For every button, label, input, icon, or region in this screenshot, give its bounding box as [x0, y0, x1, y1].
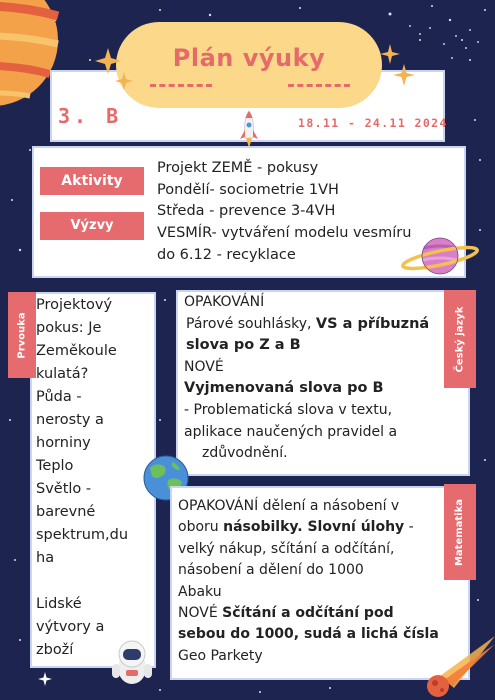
- prvouka-line: nerosty a: [36, 412, 104, 428]
- activity-line: Středa - prevence 3-4VH: [157, 203, 336, 220]
- prvouka-line: zboží: [36, 642, 74, 658]
- math-review-text: OPAKOVÁNÍ dělení a násobení v oboru: [178, 498, 400, 536]
- math-review-bold: násobilky. Slovní úlohy: [223, 519, 405, 536]
- prvouka-line: Zeměkoule: [36, 343, 117, 359]
- prvouka-line: Teplo: [36, 458, 74, 474]
- tag-activities: Aktivity: [40, 167, 144, 195]
- tab-prvouka-label: Prvouka: [16, 311, 28, 359]
- activity-line: VESMÍR- vytváření modelu vesmíru: [157, 225, 412, 242]
- astronaut-icon: [104, 634, 160, 690]
- saturn-icon: [400, 232, 480, 280]
- czech-review-text: Párové souhlásky,: [186, 315, 312, 332]
- sparkle-icon: [94, 44, 136, 94]
- star-icon: [38, 672, 52, 686]
- math-tool2: Geo Parkety: [178, 647, 263, 664]
- activity-line: Pondělí- sociometrie 1VH: [157, 181, 339, 198]
- math-review: [178, 496, 440, 582]
- czech-review-bold: VS a příbuzná slova po Z a B: [186, 315, 430, 354]
- math-new-heading: NOVÉ: [178, 605, 218, 622]
- czech-new-heading: NOVÉ: [184, 358, 224, 375]
- prvouka-line: [36, 570, 154, 593]
- prvouka-line: výtvory a: [36, 619, 105, 635]
- prvouka-line: spektrum,du: [36, 527, 129, 543]
- rocket-icon: [238, 110, 260, 150]
- tab-czech: [444, 290, 476, 388]
- czech-bullet-line: aplikace naučených pravidel a: [184, 423, 398, 440]
- czech-bullet-line: - Problematická slova v textu,: [184, 401, 393, 418]
- activity-line: Projekt ZEMĚ - pokusy: [157, 160, 319, 176]
- prvouka-text: [36, 294, 154, 662]
- math-tool: Abaku: [178, 583, 222, 600]
- prvouka-line: pokus: Je: [36, 320, 102, 336]
- comet-icon: [420, 636, 495, 700]
- czech-review-heading: OPAKOVÁNÍ: [184, 294, 265, 310]
- tab-math-label: Matematika: [454, 498, 466, 566]
- math-new: [178, 603, 440, 646]
- prvouka-line: ha: [36, 550, 55, 566]
- prvouka-line: barevné: [36, 504, 96, 520]
- math-text: [178, 496, 440, 667]
- prvouka-line: Světlo -: [36, 481, 92, 497]
- tag-challenges: Výzvy: [40, 212, 144, 240]
- prvouka-line: Půda -: [36, 389, 82, 405]
- tab-czech-label: Český jazyk: [454, 306, 466, 372]
- czech-bullet-line: zdůvodnění.: [202, 445, 288, 462]
- prvouka-line: kulatá?: [36, 366, 89, 382]
- math-new-bold: Sčítání a odčítání pod sebou do 1000, sudá a lichá čísla: [178, 605, 439, 643]
- czech-new-bold: Vyjmenovaná slova po B: [184, 380, 384, 397]
- prvouka-line: Lidské: [36, 596, 82, 612]
- prvouka-line: Projektový: [36, 297, 113, 313]
- page-title: Plán výuky: [172, 44, 326, 72]
- title-dashes: [150, 84, 350, 87]
- tab-math: [444, 484, 476, 580]
- math-review-rest: - velký nákup, sčítání a odčítání, násobení a dělení do 1000: [178, 519, 414, 579]
- date-range: 18.11 - 24.11 2024: [298, 116, 448, 130]
- sparkle-icon: [380, 42, 416, 90]
- activity-line: do 6.12 - recyklace: [157, 246, 296, 263]
- class-label: 3. B: [58, 104, 123, 128]
- czech-text: [184, 292, 446, 465]
- prvouka-line: horniny: [36, 435, 91, 451]
- czech-review: [184, 314, 446, 357]
- tab-prvouka: [8, 292, 36, 378]
